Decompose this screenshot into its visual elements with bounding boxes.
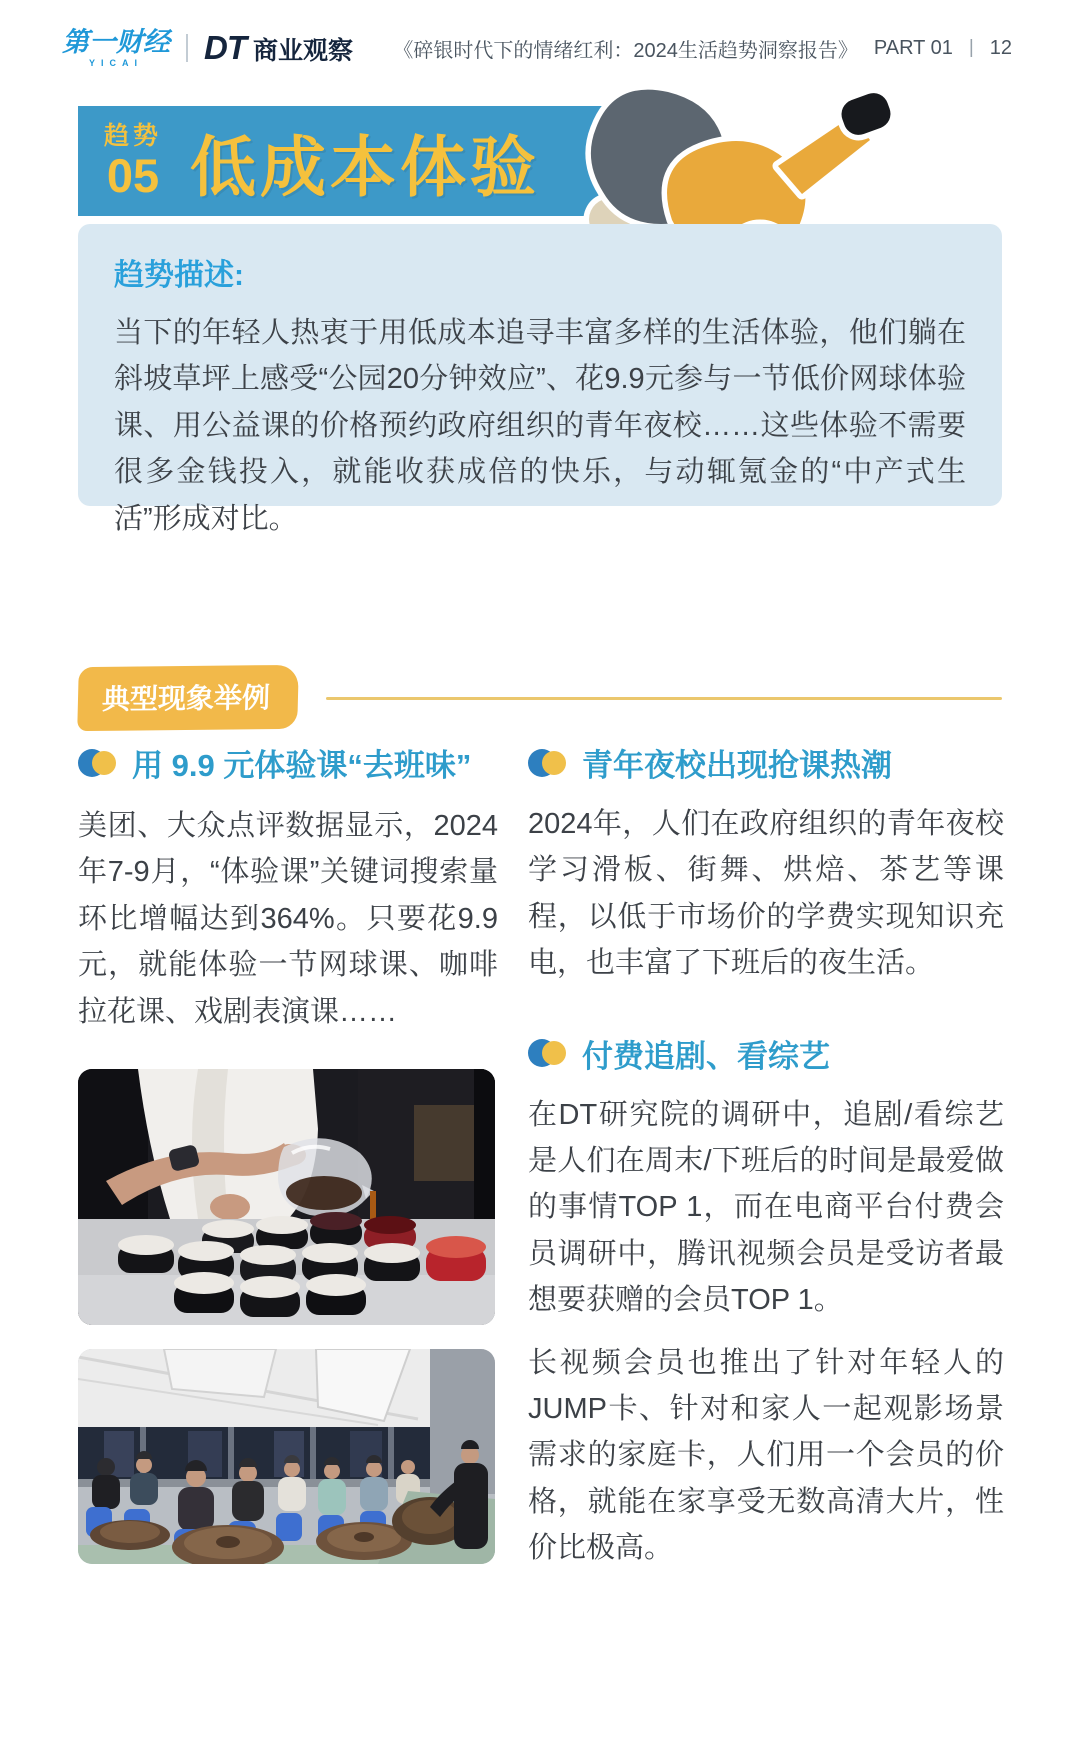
yicai-logo — [62, 26, 170, 68]
yicai-logo-text: 第一财经 — [62, 26, 170, 57]
examples-badge: 典型现象举例 — [77, 665, 299, 731]
report-title: 《碎银时代下的情绪红利：2024生活趋势洞察报告》 — [393, 39, 858, 62]
report-title-bar — [393, 34, 1012, 63]
dual-circle-bullet-icon — [528, 748, 568, 778]
left-body: 美团、大众点评数据显示，2024年7-9月，“体验课”关键词搜索量环比增幅达到364%。只要花9.9元，就能体验一节网球课、咖啡拉花课、戏剧表演课…… — [78, 810, 498, 1028]
examples-section-header — [78, 666, 1002, 730]
dual-circle-bullet-icon — [78, 748, 118, 778]
dt-logo-mark: DT — [204, 29, 246, 66]
trend-number-block — [104, 121, 163, 202]
dt-logo — [204, 29, 353, 67]
left-heading: 用 9.9 元体验课“去班味” — [132, 748, 472, 783]
left-column — [78, 740, 498, 1564]
left-heading-row — [78, 740, 498, 785]
logo-divider — [186, 34, 188, 62]
right-heading-1: 青年夜校出现抢课热潮 — [582, 748, 892, 783]
right-body-2: 在DT研究院的调研中，追剧/看综艺是人们在周末/下班后的时间是最爱做的事情TOP 1，而在电商平台付费会员调研中，腾讯视频会员是受访者最想要获赠的会员TOP 1。 — [528, 1098, 1004, 1317]
dual-circle-bullet-icon — [528, 1038, 568, 1068]
trend-number: 05 — [106, 148, 160, 202]
right-heading-row-2 — [528, 1031, 1004, 1076]
title-divider: | — [968, 37, 974, 58]
right-body-3: 长视频会员也推出了针对年轻人的JUMP卡、针对和家人一起观影场景需求的家庭卡，人们用一个会员的价格，就能在家享受无数高清大片，性价比极高。 — [528, 1346, 1004, 1565]
right-body-1: 2024年，人们在政府组织的青年夜校学习滑板、街舞、烘焙、茶艺等课程，以低于市场价的学费实现知识充电，也丰富了下班后的夜生活。 — [528, 808, 1004, 980]
report-part: PART 01 — [873, 36, 953, 59]
coffee-class-photo — [78, 1069, 495, 1325]
examples-rule-line — [326, 697, 1002, 700]
right-heading-row-1 — [528, 740, 1004, 785]
page-number: 12 — [989, 36, 1012, 59]
dt-logo-text: 商业观察 — [253, 37, 354, 65]
logo-group — [62, 26, 354, 68]
trend-description-heading: 趋势描述: — [114, 259, 244, 292]
right-heading-2: 付费追剧、看综艺 — [582, 1038, 830, 1074]
trend-description-box — [78, 224, 1002, 535]
night-school-class-photo — [78, 1349, 495, 1564]
right-column — [528, 740, 1004, 1571]
page-header — [62, 24, 1012, 72]
trend-label: 趋势 — [104, 121, 163, 150]
trend-description-body: 当下的年轻人热衷于用低成本追寻丰富多样的生活体验，他们躺在斜坡草坪上感受“公园20分钟效应”、花9.9元参与一节低价网球体验课、用公益课的价格预约政府组织的青年夜校……这些体验不需要很多金钱投入，就能收获成倍的快乐，与动辄氪金的“中产式生活”形成对比。 — [114, 317, 966, 535]
trend-title: 低成本体验 — [190, 129, 541, 204]
yicai-logo-sub: YICAI — [88, 57, 143, 68]
